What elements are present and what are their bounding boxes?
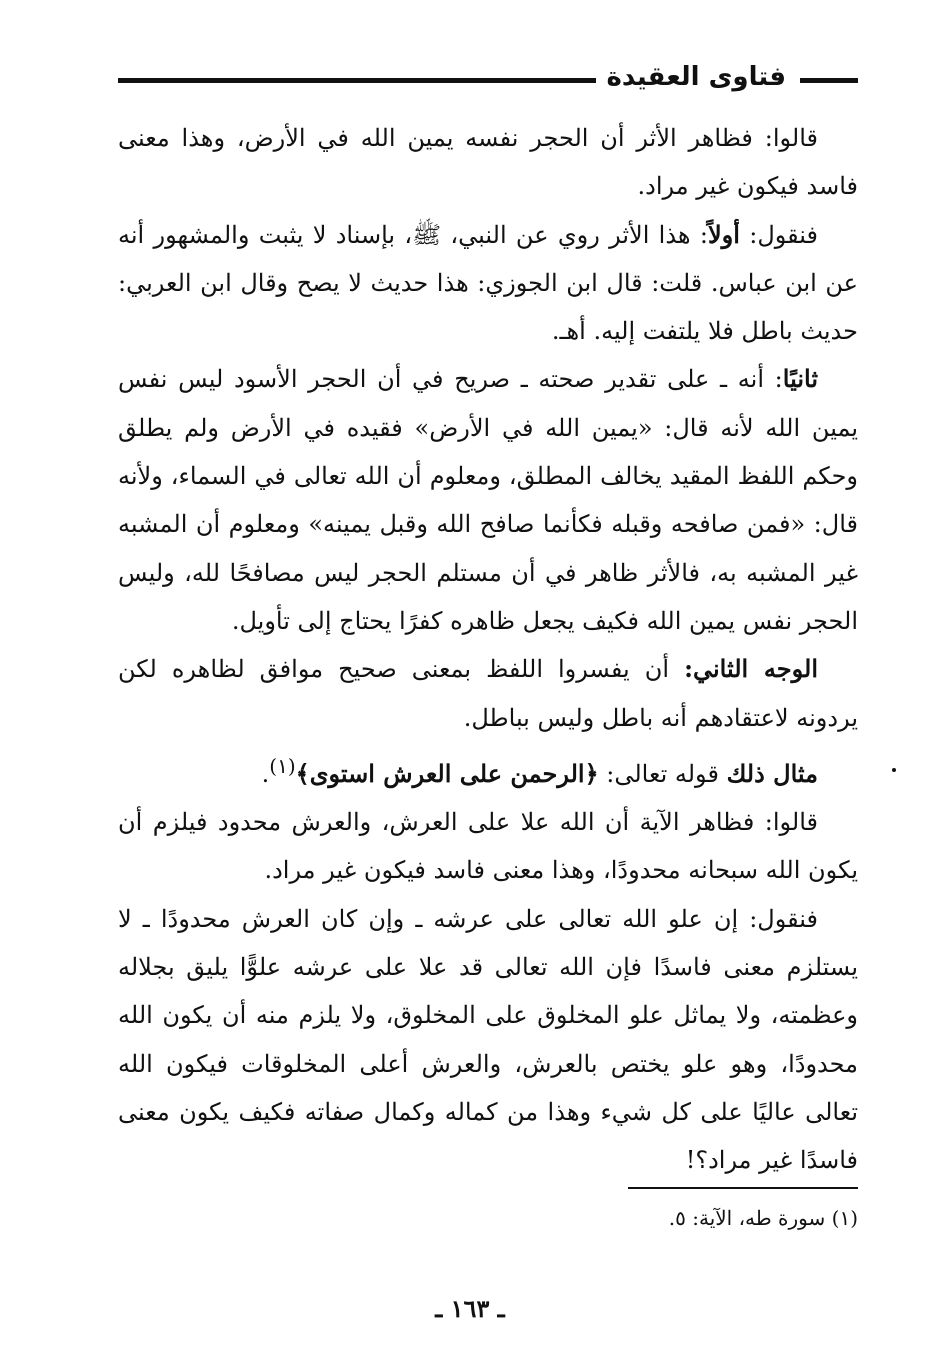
header-rule-short <box>800 78 858 83</box>
paragraph-5-end: . <box>261 759 270 788</box>
paragraph-4-rest: أن يفسروا اللفظ بمعنى صحيح موافق لظاهره لكن يردونه لاعتقادهم أنه باطل وليس بباطل. <box>118 655 858 732</box>
running-title: فتاوى العقيدة <box>606 62 786 92</box>
page-number: ـ ١٦٣ ـ <box>435 1294 505 1323</box>
paragraph-1: قالوا: فظاهر الأثر أن الحجر نفسه يمين الله في الأرض، وهذا معنى فاسد فيكون غير مراد. <box>118 124 858 201</box>
paragraph-6: قالوا: فظاهر الآية أن الله علا على العرش، والعرش محدود فيلزم أن يكون الله سبحانه محدودًا، وهذا معنى فاسد فيكون غير مراد. <box>118 808 858 885</box>
paragraph-5-mid: قوله تعالى: <box>598 759 727 788</box>
paragraph-2-rest: : هذا الأثر روي عن النبي، ﷺ، بإسناد لا يثبت والمشهور أنه عن ابن عباس. قلت: قال ابن الجوزي: هذا حديث لا يصح وقال ابن العربي: حديث باطل فلا يلتفت إليه. أهـ. <box>118 220 858 346</box>
paragraph-3 <box>118 355 858 645</box>
footnote: (١) سورة طه، الآية: ٥. <box>668 1206 858 1230</box>
paragraph-3-bold: ثانيًا <box>782 364 818 394</box>
paragraph-4-bold: الوجه الثاني: <box>684 654 819 684</box>
quran-verse: ﴿الرحمن على العرش استوى﴾ <box>295 758 599 788</box>
paragraph-2-lead: فنقول: <box>739 220 819 249</box>
paragraph-2-bold: أولاً <box>707 219 740 249</box>
header-rule-long <box>118 78 596 83</box>
paragraph-2 <box>118 211 858 356</box>
paragraph-7: فنقول: إن علو الله تعالى على عرشه ـ وإن كان العرش محدودًا ـ لا يستلزم معنى فاسدًا فإن الله تعالى قد علا على عرشه علوًّا يليق بجلاله وعظمته، ولا يماثل علو المخلوق على المخلوق، ولا يلزم منه أن يكون الله محدودًا، وهو علو يختص بالعرش، والعرش أعلى المخلوقات فيكون الله تعالى عاليًا على كل شيء وهذا من كماله وكمال صفاته فكيف يكون معنى فاسدًا غير مراد؟! <box>118 904 858 1175</box>
footnote-ref: (١) <box>269 753 296 778</box>
footnote-rule <box>628 1187 858 1189</box>
margin-dot <box>892 768 896 772</box>
paragraph-3-rest: : أنه ـ على تقدير صحته ـ صريح في أن الحجر الأسود ليس نفس يمين الله لأنه قال: «يمين الله في الأرض» فقيده في الأرض ولم يطلق وحكم اللفظ المقيد يخالف المطلق، ومعلوم أن الله تعالى في السماء، ولأنه قال: «فمن صافحه وقبله فكأنما صافح الله وقبل يمينه» ومعلوم أن المشبه غير المشبه به، فالأثر ظاهر في أن مستلم الحجر ليس مصافحًا لله، وليس الحجر نفس يمين الله فكيف يجعل ظاهره كفرًا يحتاج إلى تأويل. <box>118 365 858 635</box>
page-header <box>118 58 858 98</box>
paragraph-5-bold: مثال ذلك <box>726 758 818 788</box>
paragraph-4 <box>118 645 858 742</box>
paragraph-5 <box>118 742 858 798</box>
page-body <box>118 114 858 1185</box>
